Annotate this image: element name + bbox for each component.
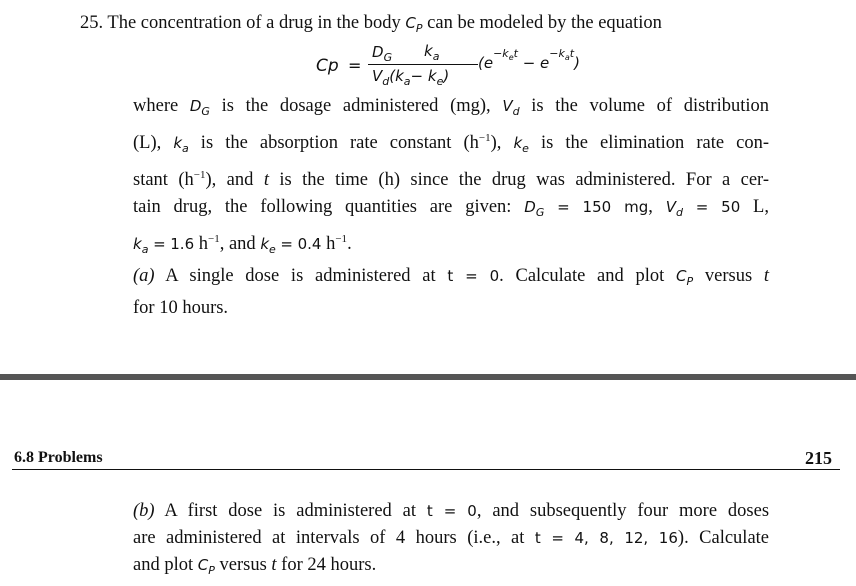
problem-body (133, 93, 769, 322)
problem-intro-end: can be modeled by the equation (427, 13, 662, 33)
equation-denominator: $V_d(k_a- k_e)$ (372, 67, 450, 88)
problem-25-first-line (80, 10, 662, 42)
section-underline (12, 469, 124, 470)
body-line-2: (L), $k_a$ is the absorption rate constant $(h^{-1})$, $k_e$ is the elimination rate con- (133, 132, 770, 156)
equation-numerator-ka: $k_a$ (424, 42, 440, 63)
part-b (133, 498, 769, 584)
equation-exponential-terms: $(e^{-k_et} - e^{-k_at})$ (478, 47, 580, 72)
body-line-5: $k_a = 1.6$ $h^{-1}$, and $k_e = 0.4$ $h^{-1}$. (133, 233, 352, 257)
body-line-1: where $D_G$ is the dosage administered (mg), $V_d$ is the volume of distribution (133, 96, 769, 118)
part-b-line-1: (b) A first dose is administered at t = 0, and subsequently four more doses (133, 501, 770, 521)
section-title: 6.8 Problems (14, 449, 103, 466)
cp-variable: $C_P$ (405, 14, 423, 35)
equation-equals: = (348, 56, 362, 75)
page-separator-bar (0, 374, 856, 380)
part-a-line-1: (a) A single dose is administered at t = 0. Calculate and plot $C_P$ versus t (133, 266, 770, 289)
part-b-line-2: are administered at intervals of 4 hours (i.e., at t = 4, 8, 12, 16). Calculate (133, 528, 770, 548)
problem-number: 25. (80, 13, 104, 33)
part-a-line-2: for 10 hours. (133, 298, 229, 319)
fraction-bar (368, 64, 478, 65)
equation-numerator-dg: $D_G$ (372, 43, 393, 64)
problem-intro-text: The concentration of a drug in the body (107, 13, 401, 33)
equation-lhs: Cp (316, 56, 339, 76)
footer-rule (124, 469, 840, 470)
concentration-equation (316, 40, 616, 92)
part-b-line-3: and plot $C_P$ versus t for 24 hours. (133, 555, 377, 577)
body-line-3: stant $(h^{-1})$, and t is the time (h) since the drug was administered. For a cer- (133, 169, 770, 191)
body-line-4: tain drug, the following quantities are given: $D_G = 150$ mg, $V_d = 50$ L, (133, 197, 769, 220)
page-number: 215 (805, 448, 832, 468)
